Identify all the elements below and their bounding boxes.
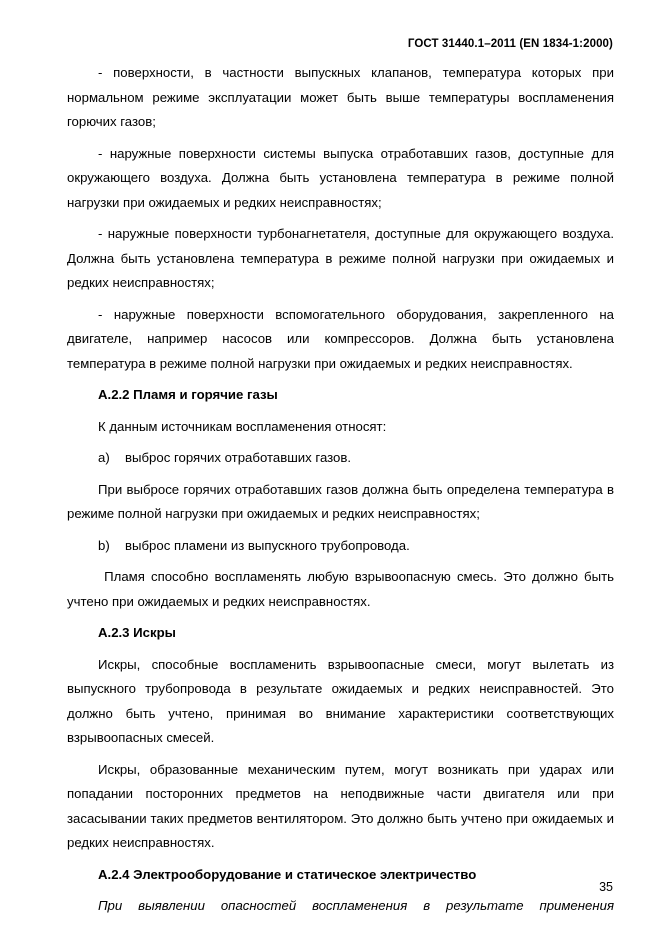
list-item-a <box>98 446 614 471</box>
list-item-b <box>98 534 614 559</box>
paragraph-exhaust-valves: - поверхности, в частности выпускных клапанов, температура которых при нормальном режиме эксплуатации может быть выше температуры воспламенения горючих газов; <box>67 65 614 129</box>
document-body <box>67 61 618 926</box>
list-text-b: выброс пламени из выпускного трубопровода. <box>125 537 410 553</box>
paragraph-turbocharger-surfaces: - наружные поверхности турбонагнетателя, доступные для окружающего воздуха. Должна быть установлена температура в режиме полной нагрузки при ожидаемых и редких неисправностях; <box>67 226 614 290</box>
section-a22-intro: К данным источникам воспламенения относят: <box>98 418 387 434</box>
paragraph-exhaust-system-surfaces: - наружные поверхности системы выпуска отработавших газов, доступные для окружающего воздуха. Должна быть установлена температура в режиме полной нагрузки при ожидаемых и редких неисправностях; <box>67 145 614 210</box>
section-heading-a24: А.2.4 Электрооборудование и статическое электричество <box>98 866 477 882</box>
section-a24-paragraph-1: При выявлении опасностей воспламенения в результате применения <box>98 898 614 913</box>
list-marker-b: b) <box>98 537 110 553</box>
section-a22-item-b-note: Пламя способно воспламенять любую взрывоопасную смесь. Это должно быть учтено при ожидаемых и редких неисправностях. <box>67 569 618 609</box>
section-heading-a22: А.2.2 Пламя и горячие газы <box>98 387 278 402</box>
page-number: 35 <box>599 880 613 894</box>
section-heading-a23: А.2.3 Искры <box>98 625 176 640</box>
section-a23-paragraph-1: Искры, способные воспламенить взрывоопасные смеси, могут вылетать из выпускного трубопровода в результате ожидаемых и редких неисправностей. Это должно быть учтено, принимая во внимание характеристики соответствующих взрывоопасных смесей. <box>67 656 614 745</box>
list-marker-a: a) <box>98 450 110 465</box>
section-a23-paragraph-2: Искры, образованные механическим путем, могут возникать при ударах или попадании посторонних предметов на неподвижные части двигателя или при засасывании таких предметов вентилятором. Это должно быть учтено при ожидаемых и редких неисправностях. <box>67 761 614 850</box>
document-header: ГОСТ 31440.1–2011 (EN 1834-1:2000) <box>407 38 613 50</box>
list-text-a: выброс горячих отработавших газов. <box>125 450 352 465</box>
paragraph-auxiliary-equipment: - наружные поверхности вспомогательного оборудования, закрепленного на двигателе, например насосов или компрессоров. Должна быть установлена температура в режиме полной нагрузки при ожидаемых и редких неисправностях. <box>67 306 614 371</box>
section-a22-item-a-note: При выбросе горячих отработавших газов должна быть определена температура в режиме полной нагрузки при ожидаемых и редких неисправностях; <box>67 481 614 521</box>
